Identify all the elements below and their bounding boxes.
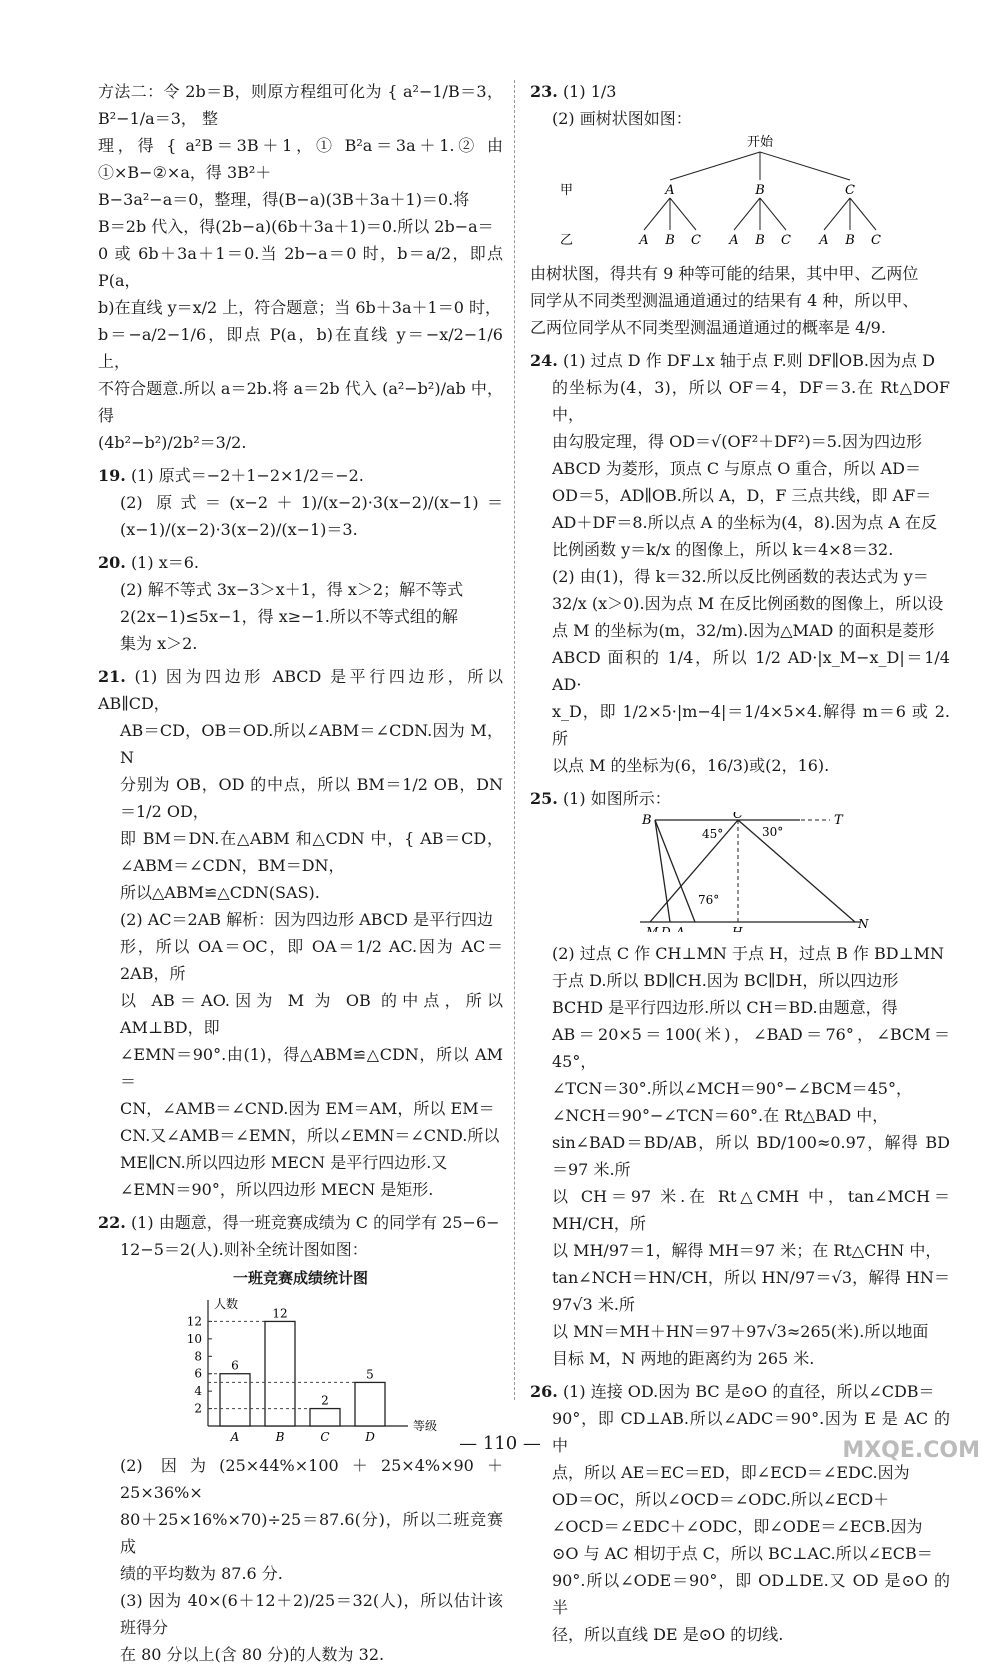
tree-edge [670,152,760,180]
text-line: (2) 画树状图如图： [552,109,692,128]
text-line: AB＝CD，OB＝OD.所以∠ABM＝∠CDN.因为 M，N [120,721,503,767]
question-number: 25. [530,789,558,808]
page-number: — 110 — [459,1433,541,1454]
text-line: 90°，即 CD⊥AB.所以∠ADC＝90°.因为 E 是 AC 的中 [552,1409,950,1455]
text-line: 点 M 的坐标为(m，32/m).因为△MAD 的面积是菱形 [552,621,935,640]
y-tick-label: 10 [186,1331,202,1346]
question-21 [98,663,503,1203]
tree-node-level2: C [691,233,701,248]
y-tick-label: 6 [194,1366,202,1381]
text-line: 所以△ABM≌△CDN(SAS). [120,883,320,902]
question-20 [98,549,503,657]
x-axis-label: 等级 [413,1419,438,1433]
text-line: (3) 因为 40×(6＋12＋2)/25＝32(人)，所以估计该班得分 [120,1591,503,1637]
bar-A [220,1374,250,1426]
text-line: ABCD 面积的 1/4，所以 1/2 AD·|x_M−x_D|＝1/4 AD· [552,648,950,694]
text-line: b＝−a/2−1/6，即点 P(a，b)在直线 y＝−x/2−1/6 上， [98,325,503,371]
text-line: ∠NCH＝90°−∠TCN＝60°.在 Rt△BAD 中， [552,1106,889,1125]
text-line: (1) 1/3 [562,82,617,101]
question-number: 20. [98,553,126,572]
text-line: 比例函数 y＝k/x 的图像上，所以 k＝4×8＝32. [552,540,894,559]
label-angle-30: 30° [762,825,784,839]
y-tick-label: 4 [194,1384,202,1399]
tree-node-level2: B [755,233,765,248]
text-line: 以 MN＝MH＋HN＝97＋97√3≈265(米).所以地面 [552,1322,929,1341]
question-number: 21. [98,667,126,686]
text-line: 0 或 6b＋3a＋1＝0.当 2b−a＝0 时，b＝a/2，即点 P(a， [98,244,503,290]
tree-root: 开始 [746,135,774,150]
text-line: 90°.所以∠ODE＝90°，即 OD⊥DE.又 OD 是⊙O 的半 [552,1571,950,1617]
tree-edge [670,198,696,230]
label-M: M [646,925,659,932]
question-number: 26. [530,1382,558,1401]
text-line: tan∠NCH＝HN/CH，所以 HN/97＝√3，解得 HN＝97√3 米.所 [552,1268,950,1314]
text-line: AD＋DF＝8.所以点 A 的坐标为(4，8).因为点 A 在反 [552,513,937,532]
label-T: T [834,813,843,828]
text-line: 以 AB＝AO.因为 M 为 OB 的中点，所以 AM⊥BD，即 [120,991,503,1037]
geometry-figure [530,812,950,932]
text-line: CN.又∠AMB＝∠EMN，所以∠EMN＝∠CND.所以 [120,1126,500,1145]
right-column [530,78,950,1654]
tree-node-level2: C [781,233,791,248]
bar-chart [98,1294,503,1444]
text-line: 方法二：令 2b＝B，则原方程组可化为 { a²−1/B＝3，B²−1/a＝3， 整 [98,82,503,128]
label-A: A [676,925,685,932]
tree-node-level2: B [845,233,855,248]
bar-C [310,1409,340,1426]
tree-level1-label: 甲 [560,183,574,198]
column-divider [514,80,515,1400]
text-line: ∠EMN＝90°，所以四边形 MECN 是矩形. [120,1180,434,1199]
text-line: 以 CH＝97 米.在 Rt△CMH 中，tan∠MCH＝MH/CH，所 [552,1187,950,1233]
text-line: (2) AC＝2AB 解析：因为四边形 ABCD 是平行四边 [120,910,493,929]
question-19 [98,462,503,543]
text-line: CN，∠AMB＝∠CND.因为 EM＝AM，所以 EM＝ [120,1099,495,1118]
bar-B [265,1321,295,1426]
text-line: B−3a²−a＝0，整理，得(B−a)(3B＋3a＋1)＝0.将 [98,190,470,209]
text-line: AB＝20×5＝100(米)，∠BAD＝76°，∠BCM＝45°， [552,1025,950,1071]
text-line: (1) 连接 OD.因为 BC 是⊙O 的直径，所以∠CDB＝ [562,1382,935,1401]
bar-value-label: 2 [321,1393,329,1408]
text-line: 分别为 OB，OD 的中点，所以 BM＝1/2 OB，DN＝1/2 OD， [120,775,503,821]
text-line: (2) 由(1)，得 k＝32.所以反比例函数的表达式为 y＝ [552,567,929,586]
text-line: 以点 M 的坐标为(6，16/3)或(2，16). [552,756,830,775]
tree-diagram [530,132,950,252]
text-line: 形，所以 OA＝OC，即 OA＝1/2 AC.因为 AC＝2AB，所 [120,937,503,983]
label-N: N [858,917,869,931]
y-tick-label: 2 [194,1401,202,1416]
bar-value-label: 12 [272,1306,288,1321]
text-line: B＝2b 代入，得(2b−a)(6b＋3a＋1)＝0.所以 2b−a＝ [98,217,494,236]
label-H: H [732,925,743,932]
tree-edge [760,198,786,230]
question-26 [530,1378,950,1648]
question-25 [530,785,950,1372]
text-line: (2) 解不等式 3x−3＞x＋1，得 x＞2；解不等式 [120,580,464,599]
text-line: 于点 D.所以 BD∥CH.因为 BC∥DH，所以四边形 [552,971,899,990]
method2-block [98,78,503,456]
text-line: 在 80 分以上(含 80 分)的人数为 32. [120,1645,385,1664]
question-number: 19. [98,466,126,485]
text-line: 乙两位同学从不同类型测温通道通过的概率是 4/9. [530,318,886,337]
text-line: ∠OCD＝∠EDC＋∠ODC，即∠ODE＝∠ECB.因为 [552,1517,923,1536]
text-line: 绩的平均数为 87.6 分. [120,1564,283,1583]
text-line: (1) x＝6. [130,553,199,572]
tree-node-level2: A [729,233,739,248]
text-line: b)在直线 y＝x/2 上，符合题意；当 6b＋3a＋1＝0 时， [98,298,501,317]
question-23 [530,78,950,341]
y-tick-label: 8 [194,1349,202,1364]
text-line: 点，所以 AE＝EC＝ED，即∠ECD＝∠EDC.因为 [552,1463,910,1482]
text-line: sin∠BAD＝BD/AB，所以 BD/100≈0.97，解得 BD＝97 米.所 [552,1133,950,1179]
text-line: OD＝OC，所以∠OCD＝∠ODC.所以∠ECD＋ [552,1490,890,1509]
tree-node-level2: A [819,233,829,248]
category-label: B [275,1430,285,1444]
label-angle-76: 76° [698,893,720,907]
tree-node-level2: C [871,233,881,248]
text-line: 由树状图，得共有 9 种等可能的结果，其中甲、乙两位 [530,264,919,283]
bar-D [355,1382,385,1426]
question-number: 23. [530,82,558,101]
tree-edge [760,152,850,180]
text-line: ⊙O 与 AC 相切于点 C，所以 BC⊥AC.所以∠ECB＝ [552,1544,933,1563]
text-line: OD＝5，AD∥OB.所以 A，D，F 三点共线，即 AF＝ [552,486,932,505]
text-line: 以 MH/97＝1，解得 MH＝97 米；在 Rt△CHN 中， [552,1241,942,1260]
text-line: (1) 如图所示： [562,789,671,808]
text-line: ∠TCN＝30°.所以∠MCH＝90°−∠BCM＝45°， [552,1079,912,1098]
text-line: 2(2x−1)≤5x−1，得 x≥−1.所以不等式组的解 [120,607,458,626]
tree-node-level2: B [665,233,675,248]
text-line: 即 BM＝DN.在△ABM 和△CDN 中，{ AB＝CD，∠ABM＝∠CDN，BM＝DN， [120,829,503,875]
text-line: BCHD 是平行四边形.所以 CH＝BD.由题意，得 [552,998,898,1017]
text-line: 集为 x＞2. [120,634,198,653]
text-line: 32/x (x＞0).因为点 M 在反比例函数的图像上，所以设 [552,594,944,613]
text-line: (1) 原式＝−2＋1−2×1/2＝−2. [130,466,364,485]
text-line: ∠EMN＝90°.由(1)，得△ABM≌△CDN，所以 AM＝ [120,1045,503,1091]
bar-value-label: 5 [366,1367,374,1382]
category-label: C [320,1430,330,1444]
label-angle-45: 45° [702,827,724,841]
bar-value-label: 6 [231,1358,239,1373]
label-B: B [642,813,652,828]
text-line: 理，得 { a²B＝3B＋1，① B²a＝3a＋1.② 由①×B−②×a，得 3B²＋ [98,136,503,182]
y-axis-label: 人数 [214,1297,239,1311]
text-line: ABCD 为菱形，顶点 C 与原点 O 重合，所以 AD＝ [552,459,921,478]
text-line: 同学从不同类型测温通道通过的结果有 4 种，所以甲、 [530,291,919,310]
tree-level2-label: 乙 [560,233,574,248]
tree-edge [734,198,760,230]
question-number: 24. [530,351,558,370]
question-24 [530,347,950,779]
tree-node-level1: C [845,183,855,198]
text-line: 12−5＝2(人).则补全统计图如图： [120,1240,368,1259]
tree-edge [850,198,876,230]
watermark-text: MXQE.COM [842,1438,980,1463]
tree-node-level2: A [639,233,649,248]
tree-node-level1: B [755,183,765,198]
category-label: A [230,1430,240,1444]
text-line: (1) 因为四边形 ABCD 是平行四边形，所以 AB∥CD， [98,667,503,713]
text-line: x_D，即 1/2×5·|m−4|＝1/4×5×4.解得 m＝6 或 2.所 [552,702,950,748]
chart-title: 一班竞赛成绩统计图 [232,1269,368,1287]
y-tick-label: 12 [186,1314,202,1329]
text-line: (4b²−b²)/2b²＝3/2. [98,433,247,452]
label-C: C [733,812,743,822]
text-line: (1) 过点 D 作 DF⊥x 轴于点 F.则 DF∥OB.因为点 D [562,351,935,370]
tree-edge [644,198,670,230]
category-label: D [365,1430,375,1444]
text-line: (1) 由题意，得一班竞赛成绩为 C 的同学有 25−6− [130,1213,500,1232]
text-line: 不符合题意.所以 a＝2b.将 a＝2b 代入 (a²−b²)/ab 中，得 [98,379,503,425]
tree-node-level1: A [665,183,675,198]
text-line: ME∥CN.所以四边形 MECN 是平行四边形.又 [120,1153,448,1172]
text-line: (2) 过点 C 作 CH⊥MN 于点 H，过点 B 作 BD⊥MN [552,944,945,963]
tree-edge [824,198,850,230]
label-D: D [661,925,671,932]
text-line: (2) 原式＝(x−2＋1)/(x−2)·3(x−2)/(x−1)＝(x−1)/(x−2)·3(x−2)/(x−1)＝3. [120,493,503,539]
question-number: 22. [98,1213,126,1232]
text-line: (2) 因为(25×44%×100＋25×4%×90＋25×36%× [120,1456,503,1502]
text-line: 由勾股定理，得 OD＝√(OF²＋DF²)＝5.因为四边形 [552,432,922,451]
text-line: 80＋25×16%×70)÷25＝87.6(分)，所以二班竞赛成 [120,1510,503,1556]
text-line: 的坐标为(4，3)，所以 OF＝4，DF＝3.在 Rt△DOF 中， [552,378,950,424]
text-line: 径，所以直线 DE 是⊙O 的切线. [552,1625,784,1644]
text-line: 目标 M，N 两地的距离约为 265 米. [552,1349,815,1368]
